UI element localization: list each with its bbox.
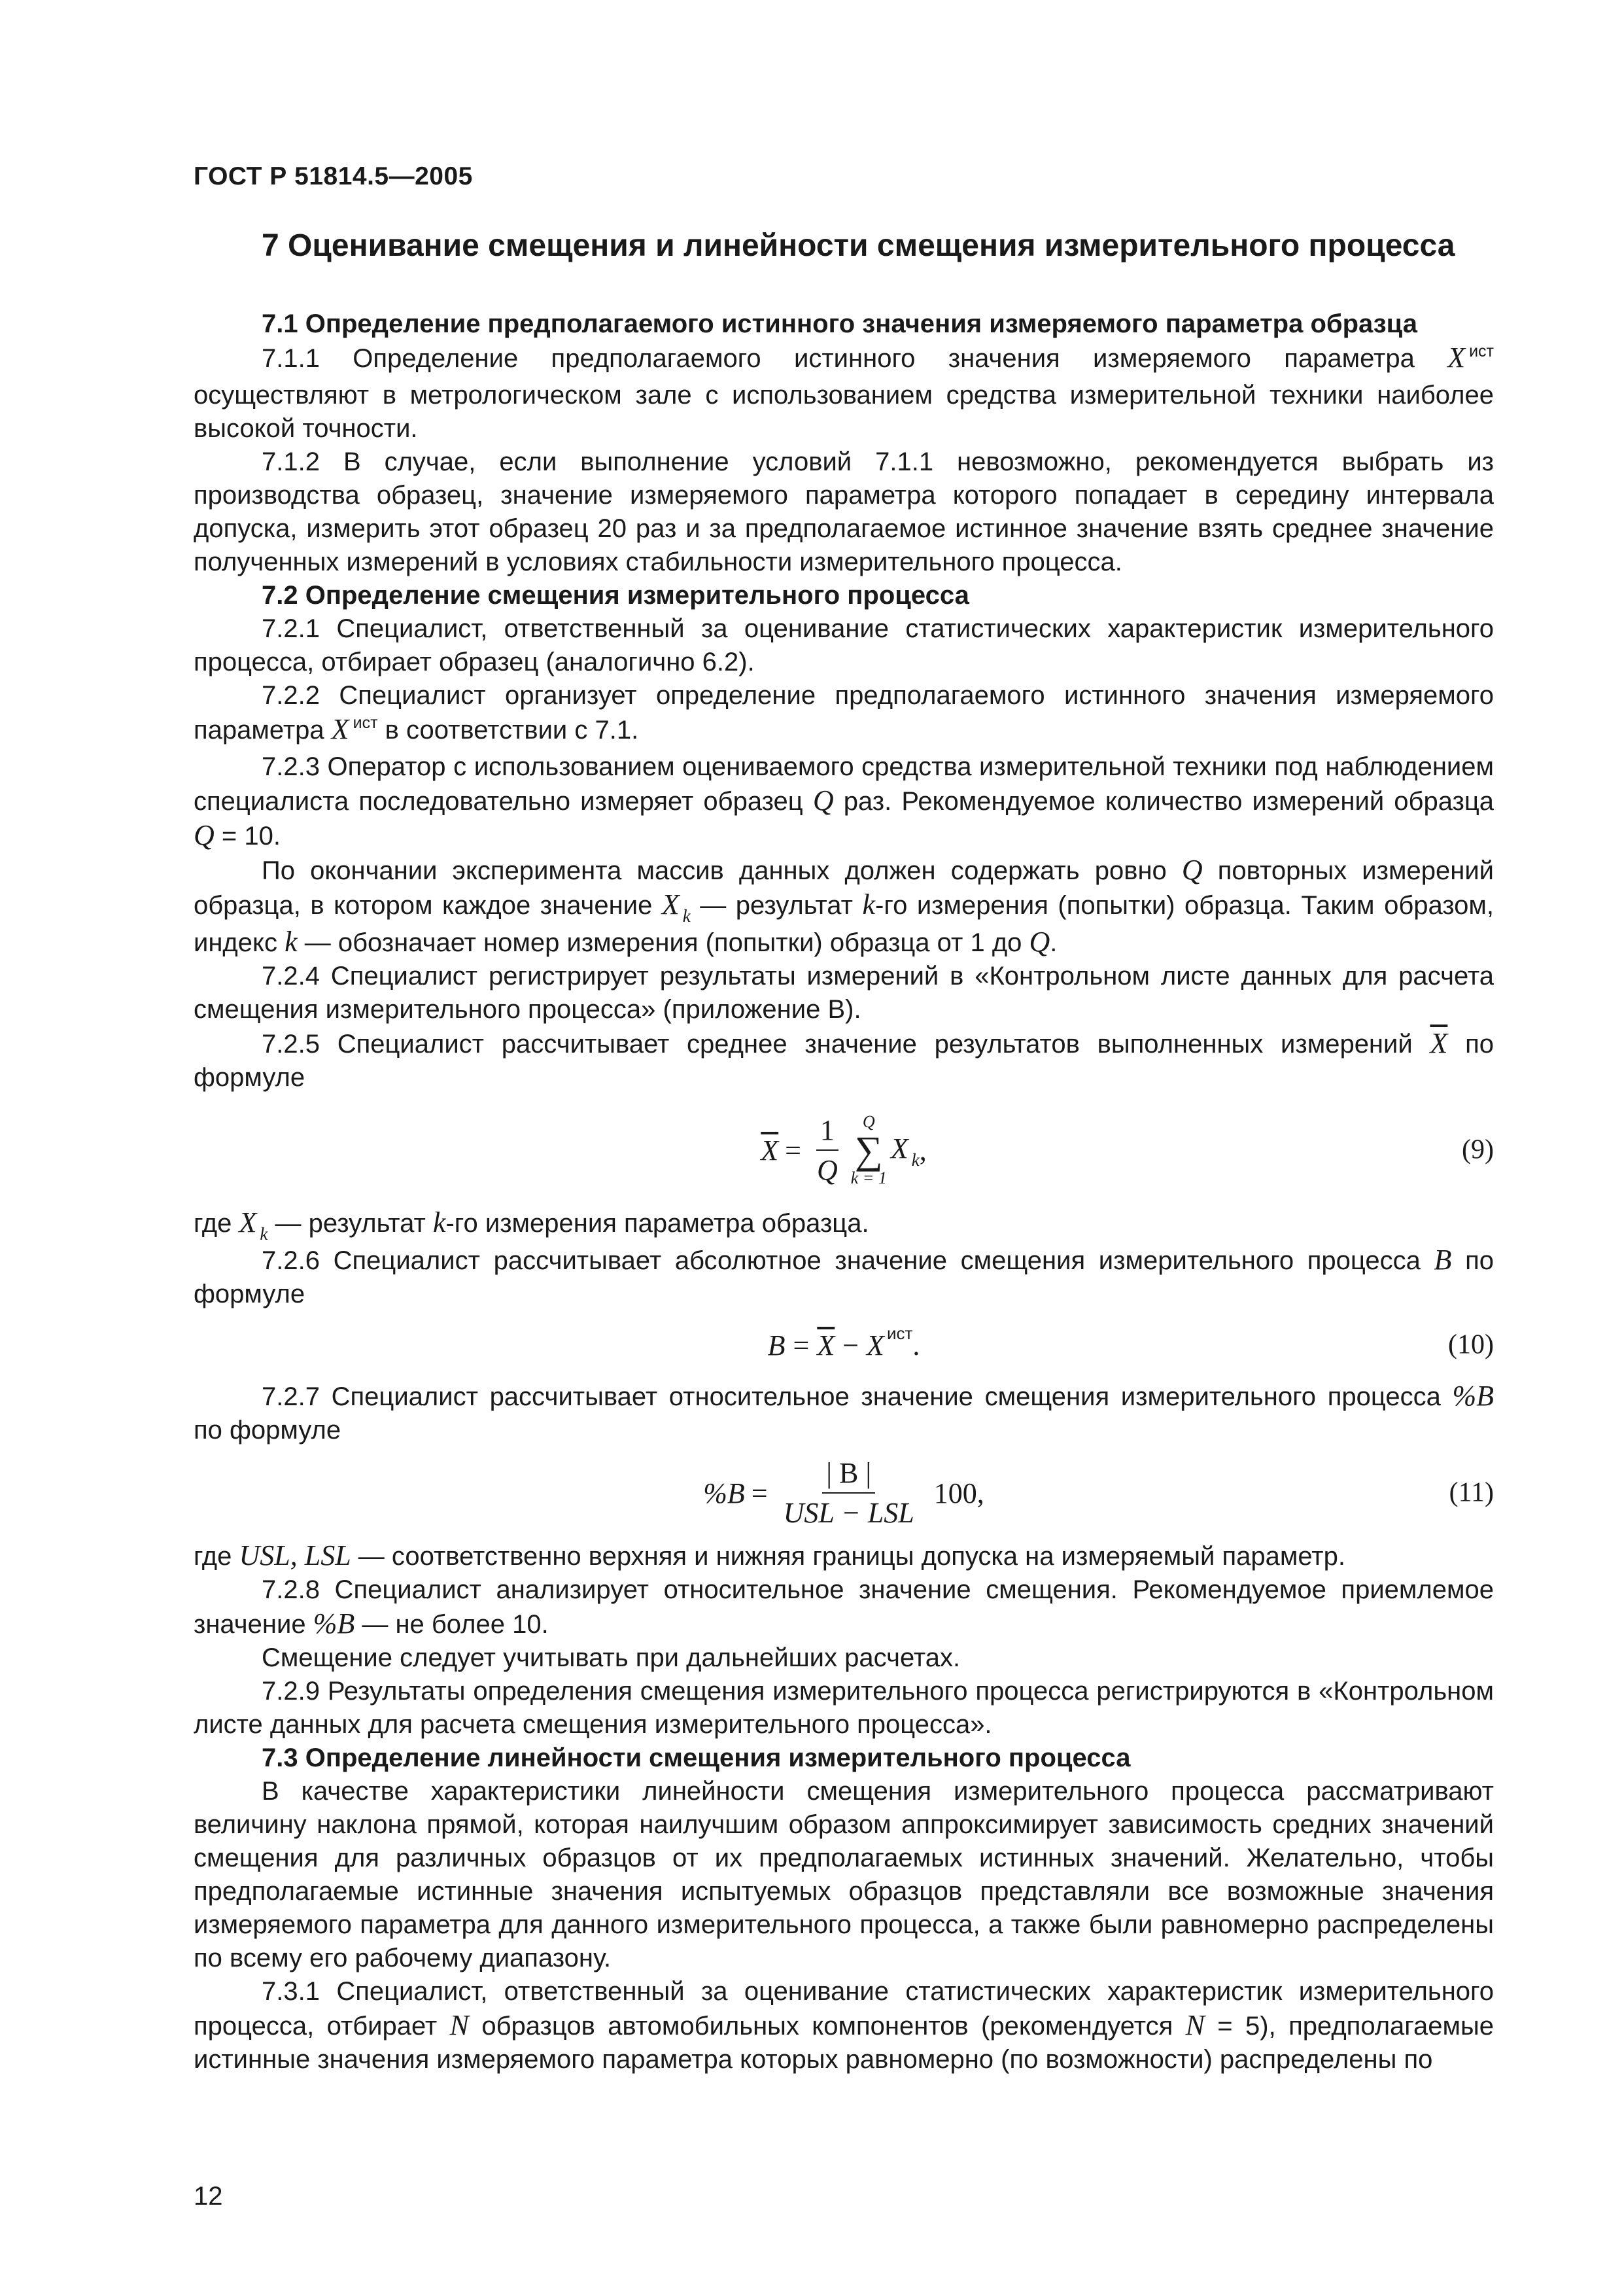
subsection-heading-7-3: 7.3 Определение линейности смещения измерительного процесса (262, 1743, 1131, 1772)
math-symbol: X $^{ист}$ (1447, 342, 1494, 374)
fraction: $\frac{1}{Q}$ (816, 1114, 838, 1186)
section-title: 7 Оценивание смещения и линейности смещения измерительного процесса (262, 228, 1455, 263)
paragraph-7-2-9: 7.2.9 Результаты определения смещения измерительного процесса регистрируются в «Контрольном листе данных для расчета смещения измерительного процесса». (194, 1677, 1494, 1739)
subsection-heading-7-1: 7.1 Определение предполагаемого истинного значения измеряемого параметра образца (262, 309, 1417, 338)
standard-code: ГОСТ Р 51814.5—2005 (194, 162, 473, 190)
formula-10: B = $\overline{X}$ − X ист . (10) (767, 1323, 1494, 1361)
paragraph-7-2-6: 7.2.6 Специалист рассчитывает абсолютное значение смещения измерительного процесса B по формуле (194, 1244, 1494, 1308)
paragraph-7-2-7: 7.2.7 Специалист рассчитывает относительное значение смещения измерительного процесса %B по формуле (194, 1380, 1494, 1445)
paragraph-7-1-2: 7.1.2 В случае, если выполнение условий 7.1.1 невозможно, рекомендуется выбрать из производства образец, значение измеряемого параметра которого попадает в середину интервала допуска, измерить этот образец 20 раз и за предполагаемое истинное значение взять среднее значение полученных измерений в условиях стабильности измерительного процесса. (194, 447, 1494, 576)
formula-9: $\overline{X}$ = $\frac{1}{Q}$ Q ∑ k = 1 X $_k$ , (9) (761, 1112, 1494, 1187)
fraction: $\frac{| B |}{\text{USL − LSL}}$ (783, 1457, 914, 1529)
paragraph-7-2-5: 7.2.5 Специалист рассчитывает среднее значение результатов выполненных измерений $\overline{X}$ по формуле (194, 1027, 1494, 1092)
paragraph-7-2-3-continued: По окончании эксперимента массив данных должен содержать ровно Q повторных измерений образца, в котором каждое значение X $_k$ — результат k-го измерения (попытки) образца. Таким образом, индекс k — обозначает номер измерения (попытки) образца от 1 до Q. (194, 854, 1494, 958)
formula-number: (9) (1462, 1134, 1494, 1165)
formula-11: %B = $\frac{| B |}{\text{USL − LSL}}$ 100, (11) (703, 1457, 1494, 1529)
math-symbol: X $_k$ (661, 888, 691, 926)
page-number: 12 (194, 2182, 223, 2211)
math-symbol: X $^{ист}$ (331, 713, 378, 745)
formula-number: (11) (1449, 1477, 1494, 1508)
paragraph-7-3: В качестве характеристики линейности смещения измерительного процесса рассматривают величину наклона прямой, которая наилучшим образом аппроксимирует зависимость средних значений смещения для различных образцов от их предполагаемых истинных значений. Желательно, чтобы предполагаемые истинные значения испытуемых образцов представляли все возможные значения измеряемого параметра для данного измерительного процесса, а также были равномерно распределены по всему его рабочему диапазону. (194, 1777, 1494, 1972)
paragraph-7-2-8: 7.2.8 Специалист анализирует относительное значение смещения. Рекомендуемое приемлемое значение %B — не более 10. (194, 1575, 1494, 1639)
paragraph-7-2-3: 7.2.3 Оператор с использованием оцениваемого средства измерительной техники под наблюдением специалиста последовательно измеряет образец Q раз. Рекомендуемое количество измерений образца Q = 10. (194, 752, 1494, 851)
document-body (194, 307, 1494, 2076)
subsection-heading-7-2: 7.2 Определение смещения измерительного процесса (262, 581, 969, 610)
paragraph-7-2-8-note: Смещение следует учитывать при дальнейших расчетах. (262, 1643, 961, 1672)
paragraph-7-3-1: 7.3.1 Специалист, ответственный за оценивание статистических характеристик измерительного процесса, отбирает N образцов автомобильных компонентов (рекомендуется N = 5), предполагаемые истинные значения измеряемого параметра которых равномерно (по возможности) распределены по (194, 1977, 1494, 2074)
paragraph-7-1-1: 7.1.1 Определение предполагаемого истинного значения измеряемого параметра X $^{ист}$ осуществляют в метрологическом зале с использованием средства измерительной техники наиболее высокой точности. (194, 342, 1494, 443)
where-clause-9: где X $_k$ — результат k-го измерения параметра образца. (194, 1206, 869, 1244)
formula-number: (10) (1448, 1329, 1494, 1360)
paragraph-7-2-1: 7.2.1 Специалист, ответственный за оценивание статистических характеристик измерительного процесса, отбирает образец (аналогично 6.2). (194, 614, 1494, 676)
sum-sign: Q ∑ k = 1 (850, 1112, 887, 1187)
where-clause-11: где USL, LSL — соответственно верхняя и нижняя границы допуска на измеряемый параметр. (194, 1539, 1345, 1571)
paragraph-7-2-2: 7.2.2 Специалист организует определение предполагаемого истинного значения измеряемого параметра X $^{ист}$ в соответствии с 7.1. (194, 681, 1494, 745)
paragraph-7-2-4: 7.2.4 Специалист регистрирует результаты измерений в «Контрольном листе данных для расчета смещения измерительного процесса» (приложение В). (194, 962, 1494, 1024)
